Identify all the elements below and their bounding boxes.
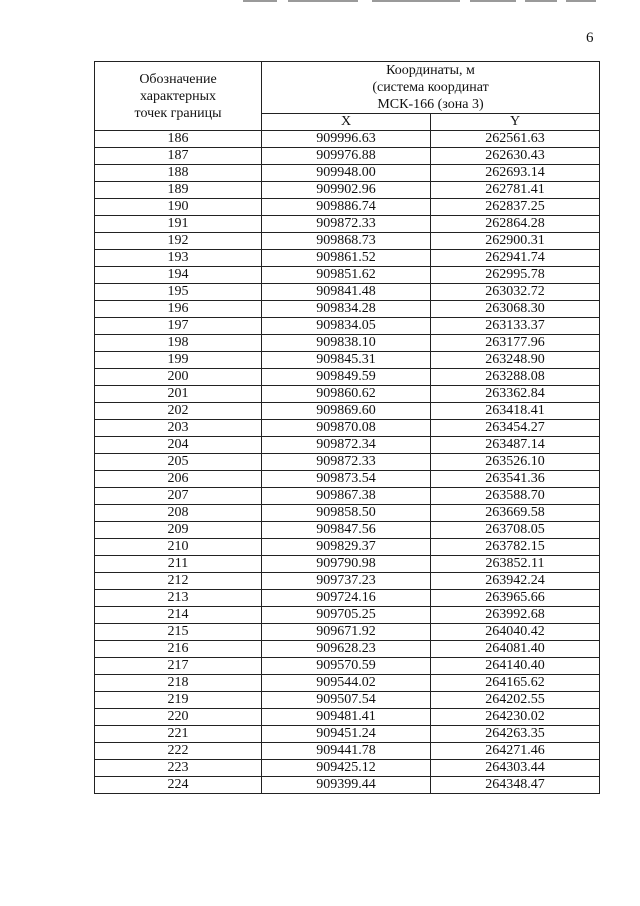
y-cell: 263942.24 — [431, 573, 600, 590]
y-cell: 262781.41 — [431, 182, 600, 199]
x-cell: 909860.62 — [262, 386, 431, 403]
x-cell: 909902.96 — [262, 182, 431, 199]
table-row — [95, 709, 600, 726]
table-row — [95, 165, 600, 182]
point-header-lines — [95, 71, 261, 122]
x-cell: 909851.62 — [262, 267, 431, 284]
x-cell: 909829.37 — [262, 539, 431, 556]
coords-line: МСК-166 (зона 3) — [377, 97, 484, 112]
top-edge-rule — [243, 0, 277, 2]
coordinates-column-header — [262, 62, 600, 114]
point-cell: 199 — [95, 352, 262, 369]
x-cell: 909425.12 — [262, 760, 431, 777]
point-line: характерных — [139, 88, 217, 104]
table-row — [95, 233, 600, 250]
y-cell: 263992.68 — [431, 607, 600, 624]
x-cell: 909790.98 — [262, 556, 431, 573]
x-column-header: X — [262, 114, 431, 131]
y-cell: 264165.62 — [431, 675, 600, 692]
x-cell: 909737.23 — [262, 573, 431, 590]
y-cell: 263487.14 — [431, 437, 600, 454]
x-cell: 909870.08 — [262, 420, 431, 437]
point-cell: 195 — [95, 284, 262, 301]
coords-line: (система координат — [372, 80, 489, 95]
x-cell: 909671.92 — [262, 624, 431, 641]
y-cell: 264140.40 — [431, 658, 600, 675]
table-row — [95, 743, 600, 760]
coordinates-table-body — [95, 131, 600, 794]
y-cell: 263669.58 — [431, 505, 600, 522]
y-cell: 263133.37 — [431, 318, 600, 335]
x-cell: 909867.38 — [262, 488, 431, 505]
table-row — [95, 726, 600, 743]
x-cell: 909872.33 — [262, 216, 431, 233]
point-cell: 202 — [95, 403, 262, 420]
coordinates-header-lines — [262, 62, 599, 113]
point-cell: 188 — [95, 165, 262, 182]
x-cell: 909847.56 — [262, 522, 431, 539]
table-row — [95, 318, 600, 335]
point-cell: 213 — [95, 590, 262, 607]
point-cell: 224 — [95, 777, 262, 794]
y-cell: 263288.08 — [431, 369, 600, 386]
y-cell: 262693.14 — [431, 165, 600, 182]
x-cell: 909838.10 — [262, 335, 431, 352]
y-cell: 264040.42 — [431, 624, 600, 641]
table-row — [95, 403, 600, 420]
point-line: точек границы — [134, 105, 222, 121]
point-cell: 209 — [95, 522, 262, 539]
x-cell: 909481.41 — [262, 709, 431, 726]
x-cell: 909845.31 — [262, 352, 431, 369]
x-cell: 909544.02 — [262, 675, 431, 692]
point-cell: 208 — [95, 505, 262, 522]
table-row — [95, 607, 600, 624]
point-cell: 191 — [95, 216, 262, 233]
y-cell: 264348.47 — [431, 777, 600, 794]
y-cell: 262561.63 — [431, 131, 600, 148]
table-row — [95, 777, 600, 794]
table-row — [95, 692, 600, 709]
y-cell: 263032.72 — [431, 284, 600, 301]
table-row — [95, 590, 600, 607]
y-cell: 263177.96 — [431, 335, 600, 352]
x-cell: 909834.05 — [262, 318, 431, 335]
point-cell: 193 — [95, 250, 262, 267]
table-row — [95, 471, 600, 488]
point-line: Обозначение — [139, 71, 217, 87]
y-cell: 264263.35 — [431, 726, 600, 743]
point-cell: 222 — [95, 743, 262, 760]
y-cell: 263852.11 — [431, 556, 600, 573]
table-row — [95, 267, 600, 284]
table-row — [95, 386, 600, 403]
table-row — [95, 131, 600, 148]
x-cell: 909628.23 — [262, 641, 431, 658]
point-cell: 214 — [95, 607, 262, 624]
y-cell: 263588.70 — [431, 488, 600, 505]
y-cell: 264303.44 — [431, 760, 600, 777]
page-number: 6 — [586, 30, 594, 46]
x-cell: 909858.50 — [262, 505, 431, 522]
point-cell: 223 — [95, 760, 262, 777]
table-row — [95, 284, 600, 301]
table-row — [95, 148, 600, 165]
x-cell: 909869.60 — [262, 403, 431, 420]
table-row — [95, 335, 600, 352]
y-cell: 262941.74 — [431, 250, 600, 267]
table-row — [95, 641, 600, 658]
point-cell: 189 — [95, 182, 262, 199]
point-cell: 196 — [95, 301, 262, 318]
x-cell: 909724.16 — [262, 590, 431, 607]
table-row — [95, 522, 600, 539]
y-cell: 263418.41 — [431, 403, 600, 420]
x-cell: 909948.00 — [262, 165, 431, 182]
x-cell: 909868.73 — [262, 233, 431, 250]
table-row — [95, 216, 600, 233]
point-cell: 201 — [95, 386, 262, 403]
point-cell: 197 — [95, 318, 262, 335]
x-cell: 909872.33 — [262, 454, 431, 471]
point-cell: 218 — [95, 675, 262, 692]
x-cell: 909976.88 — [262, 148, 431, 165]
table-row — [95, 760, 600, 777]
point-cell: 192 — [95, 233, 262, 250]
coords-line: Координаты, м — [386, 63, 475, 78]
table-row — [95, 199, 600, 216]
point-cell: 220 — [95, 709, 262, 726]
y-column-header: Y — [431, 114, 600, 131]
point-cell: 187 — [95, 148, 262, 165]
y-cell: 262630.43 — [431, 148, 600, 165]
point-cell: 198 — [95, 335, 262, 352]
point-cell: 205 — [95, 454, 262, 471]
table-row — [95, 369, 600, 386]
y-cell: 263965.66 — [431, 590, 600, 607]
point-cell: 186 — [95, 131, 262, 148]
table-row — [95, 301, 600, 318]
y-cell: 264230.02 — [431, 709, 600, 726]
point-cell: 206 — [95, 471, 262, 488]
point-cell: 207 — [95, 488, 262, 505]
table-row — [95, 420, 600, 437]
y-cell: 263708.05 — [431, 522, 600, 539]
x-cell: 909849.59 — [262, 369, 431, 386]
x-cell: 909451.24 — [262, 726, 431, 743]
x-cell: 909441.78 — [262, 743, 431, 760]
point-cell: 190 — [95, 199, 262, 216]
coordinates-table — [94, 61, 600, 794]
point-cell: 211 — [95, 556, 262, 573]
point-cell: 221 — [95, 726, 262, 743]
y-cell: 263454.27 — [431, 420, 600, 437]
top-edge-rule — [372, 0, 460, 2]
x-cell: 909834.28 — [262, 301, 431, 318]
point-cell: 217 — [95, 658, 262, 675]
x-cell: 909570.59 — [262, 658, 431, 675]
y-cell: 263248.90 — [431, 352, 600, 369]
x-cell: 909872.34 — [262, 437, 431, 454]
top-edge-rule — [288, 0, 358, 2]
top-edge-rule — [525, 0, 557, 2]
y-cell: 264081.40 — [431, 641, 600, 658]
table-row — [95, 658, 600, 675]
x-cell: 909873.54 — [262, 471, 431, 488]
x-cell: 909886.74 — [262, 199, 431, 216]
table-row — [95, 488, 600, 505]
x-cell: 909399.44 — [262, 777, 431, 794]
y-cell: 264271.46 — [431, 743, 600, 760]
table-row — [95, 505, 600, 522]
y-cell: 262995.78 — [431, 267, 600, 284]
table-row — [95, 352, 600, 369]
y-cell: 263068.30 — [431, 301, 600, 318]
table-row — [95, 556, 600, 573]
table-row — [95, 437, 600, 454]
point-cell: 200 — [95, 369, 262, 386]
y-cell: 262864.28 — [431, 216, 600, 233]
table-row — [95, 182, 600, 199]
point-cell: 204 — [95, 437, 262, 454]
point-cell: 216 — [95, 641, 262, 658]
point-cell: 212 — [95, 573, 262, 590]
point-column-header — [95, 62, 262, 131]
y-cell: 263541.36 — [431, 471, 600, 488]
point-cell: 194 — [95, 267, 262, 284]
table-row — [95, 539, 600, 556]
x-cell: 909841.48 — [262, 284, 431, 301]
table-row — [95, 250, 600, 267]
y-cell: 264202.55 — [431, 692, 600, 709]
x-cell: 909996.63 — [262, 131, 431, 148]
y-cell: 263362.84 — [431, 386, 600, 403]
top-edge-rule — [566, 0, 596, 2]
table-row — [95, 624, 600, 641]
top-edge-rule — [470, 0, 516, 2]
table-row — [95, 573, 600, 590]
x-cell: 909705.25 — [262, 607, 431, 624]
y-cell: 262900.31 — [431, 233, 600, 250]
table-row — [95, 675, 600, 692]
y-cell: 263782.15 — [431, 539, 600, 556]
y-cell: 263526.10 — [431, 454, 600, 471]
y-cell: 262837.25 — [431, 199, 600, 216]
point-cell: 210 — [95, 539, 262, 556]
x-cell: 909507.54 — [262, 692, 431, 709]
x-cell: 909861.52 — [262, 250, 431, 267]
point-cell: 215 — [95, 624, 262, 641]
table-row — [95, 454, 600, 471]
point-cell: 219 — [95, 692, 262, 709]
point-cell: 203 — [95, 420, 262, 437]
